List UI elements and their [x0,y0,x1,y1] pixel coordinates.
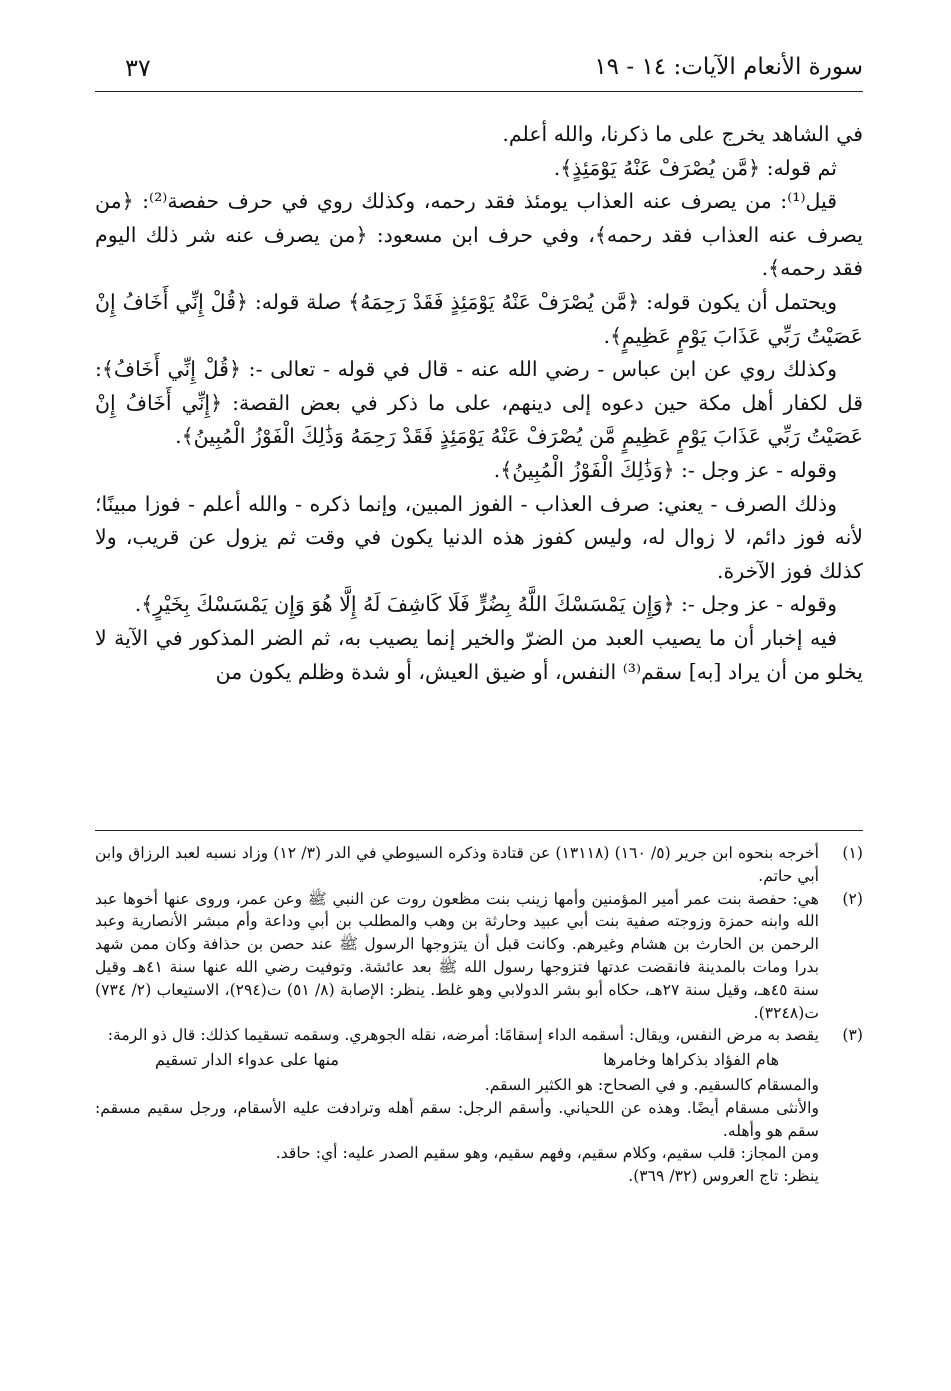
footnote-2 [95,888,863,1025]
poetry-verse [95,1047,819,1074]
footnote-text: والأنثى مسقام أيضًا. وهذه عن اللحياني. وأسقم الرجل: سقم أهله وترادفت عليه الأسقام، ورجل سقيم مسقم: سقم هو وأهله. [95,1098,819,1140]
body-paragraph: ويحتمل أن يكون قوله: ﴿مَّن يُصْرَفْ عَنْهُ يَوْمَئِذٍ فَقَدْ رَحِمَهُ﴾ صلة قوله: ﴿قُلْ إِنِّي أَخَافُ إِنْ عَصَيْتُ رَبِّي عَذَابَ يَوْمٍ عَظِيمٍ﴾. [95,289,863,348]
footnote-text: ينظر: تاج العروس (٣٢/ ٣٦٩). [628,1167,819,1186]
body-paragraph: فيه إخبار أن ما يصيب العبد من الضرّ والخير إنما يصيب به، ثم الضر المذكور في الآية لا يخلو من أن يراد [به] سقم⁽³⁾ النفس، أو ضيق العيش، أو شدة وظلم يكون من [95,625,863,684]
body-paragraph: في الشاهد يخرج على ما ذكرنا، والله أعلم. [502,122,863,146]
page-number: ٣٧ [125,54,151,82]
footnote-number: (٢) [842,889,863,908]
body-paragraph: وقوله - عز وجل -: ﴿وَذَٰلِكَ الْفَوْزُ الْمُبِينُ﴾. [493,457,837,482]
footnote-1 [95,842,863,888]
footnote-text: ومن المجاز: قلب سقيم، وكلام سقيم، وفهم سقيم، وهو سقيم الصدر عليه: أي: حاقد. [275,1144,819,1163]
body-paragraph: ثم قوله: ﴿مَّن يُصْرَفْ عَنْهُ يَوْمَئِذٍ﴾. [553,155,837,180]
main-text [95,118,863,689]
footnote-divider [95,830,863,831]
running-header [95,52,863,92]
body-paragraph: وذلك الصرف - يعني: صرف العذاب - الفوز المبين، وإنما ذكره - والله أعلم - فوزا مبينًا؛ لأنه فوز دائم، لا زوال له، وليس كفوز هذه الدنيا يكون في وقت ثم يزول عن قريب، ولا كذلك فوز الآخرة. [95,491,863,583]
footnote-number: (١) [842,844,863,862]
footnote-text: أخرجه بنحوه ابن جرير (٥/ ١٦٠) (١٣١١٨) عن قتادة وذكره السيوطي في الدر (٣/ ١٢) وزاد نسبه لعبد الرزاق وابن أبي حاتم. [95,844,820,885]
footnote-3 [95,1024,863,1188]
body-paragraph: وكذلك روي عن ابن عباس - رضي الله عنه - قال في قوله - تعالى -: ﴿قُلْ إِنِّي أَخَافُ﴾: قل لكفار أهل مكة حين دعوه إلى دينهم، على ما ذكر في بعض القصة: ﴿إِنِّي أَخَافُ إِنْ عَصَيْتُ رَبِّي عَذَابَ يَوْمٍ عَظِيمٍ مَّن يُصْرَفْ عَنْهُ يَوْمَئِذٍ فَقَدْ رَحِمَهُ وَذَٰلِكَ الْفَوْزُ الْمُبِينُ﴾. [95,357,863,449]
footnotes [95,842,863,1188]
header-rule [95,91,863,92]
body-paragraph: قيل⁽¹⁾: من يصرف عنه العذاب يومئذ فقد رحمه، وكذلك روي في حرف حفصة⁽²⁾: ﴿من يصرف عنه العذاب فقد رحمه﴾، وفي حرف ابن مسعود: ﴿من يصرف عنه شر ذلك اليوم فقد رحمه﴾. [95,189,863,281]
body-paragraph: وقوله - عز وجل -: ﴿وَإِن يَمْسَسْكَ اللَّهُ بِضُرٍّ فَلَا كَاشِفَ لَهُ إِلَّا هُوَ وَإِن يَمْسَسْكَ بِخَيْرٍ﴾. [134,592,837,617]
footnote-text: يقصد به مرض النفس، ويقال: أسقمه الداء إسقامًا: أمرضه، نقله الجوهري. وسقمه تسقيما كذلك: قال ذو الرمة: [107,1026,819,1045]
verse-first-hemistich: هام الفؤاد بذكراها وخامرها [603,1050,779,1070]
footnote-text: والمسقام كالسقيم. و في الصحاح: هو الكثير السقم. [484,1075,819,1094]
verse-second-hemistich: منها على عدواء الدار تسقيم [155,1050,339,1070]
footnote-number: (٣) [842,1026,863,1045]
header-title: سورة الأنعام الآيات: ١٤ - ١٩ [594,54,863,80]
footnote-text: هي: حفصة بنت عمر أمير المؤمنين وأمها زينب بنت مظعون روت عن النبي ﷺ وعن عمر، وروى عنها أخوها عبد الله وابنه حمزة وزوجته صفية بنت أبي عبيد وحارثة بن وهب والمطلب بن أبي وداعة وأم مبشر الأنصارية وعبد الرحمن بن الحارث بن هشام وغيرهم. وكانت قبل أن يتزوجها الرسول ﷺ عند حصن بن حذافة وكان ممن شهد بدرا ومات بالمدينة فانقضت عدتها فتزوجها رسول الله ﷺ بعد عائشة. وتوفيت رضي الله عنها سنة ٤١هـ وقيل سنة ٤٥هـ، وقيل سنة ٢٧هـ، حكاه أبو بشر الدولابي وهو غلط. ينظر: الإصابة (٨/ ٥١) ت(٢٩٤)، الاستيعاب (٢/ ٧٣٤) ت(٣٢٤٨). [95,889,820,1022]
